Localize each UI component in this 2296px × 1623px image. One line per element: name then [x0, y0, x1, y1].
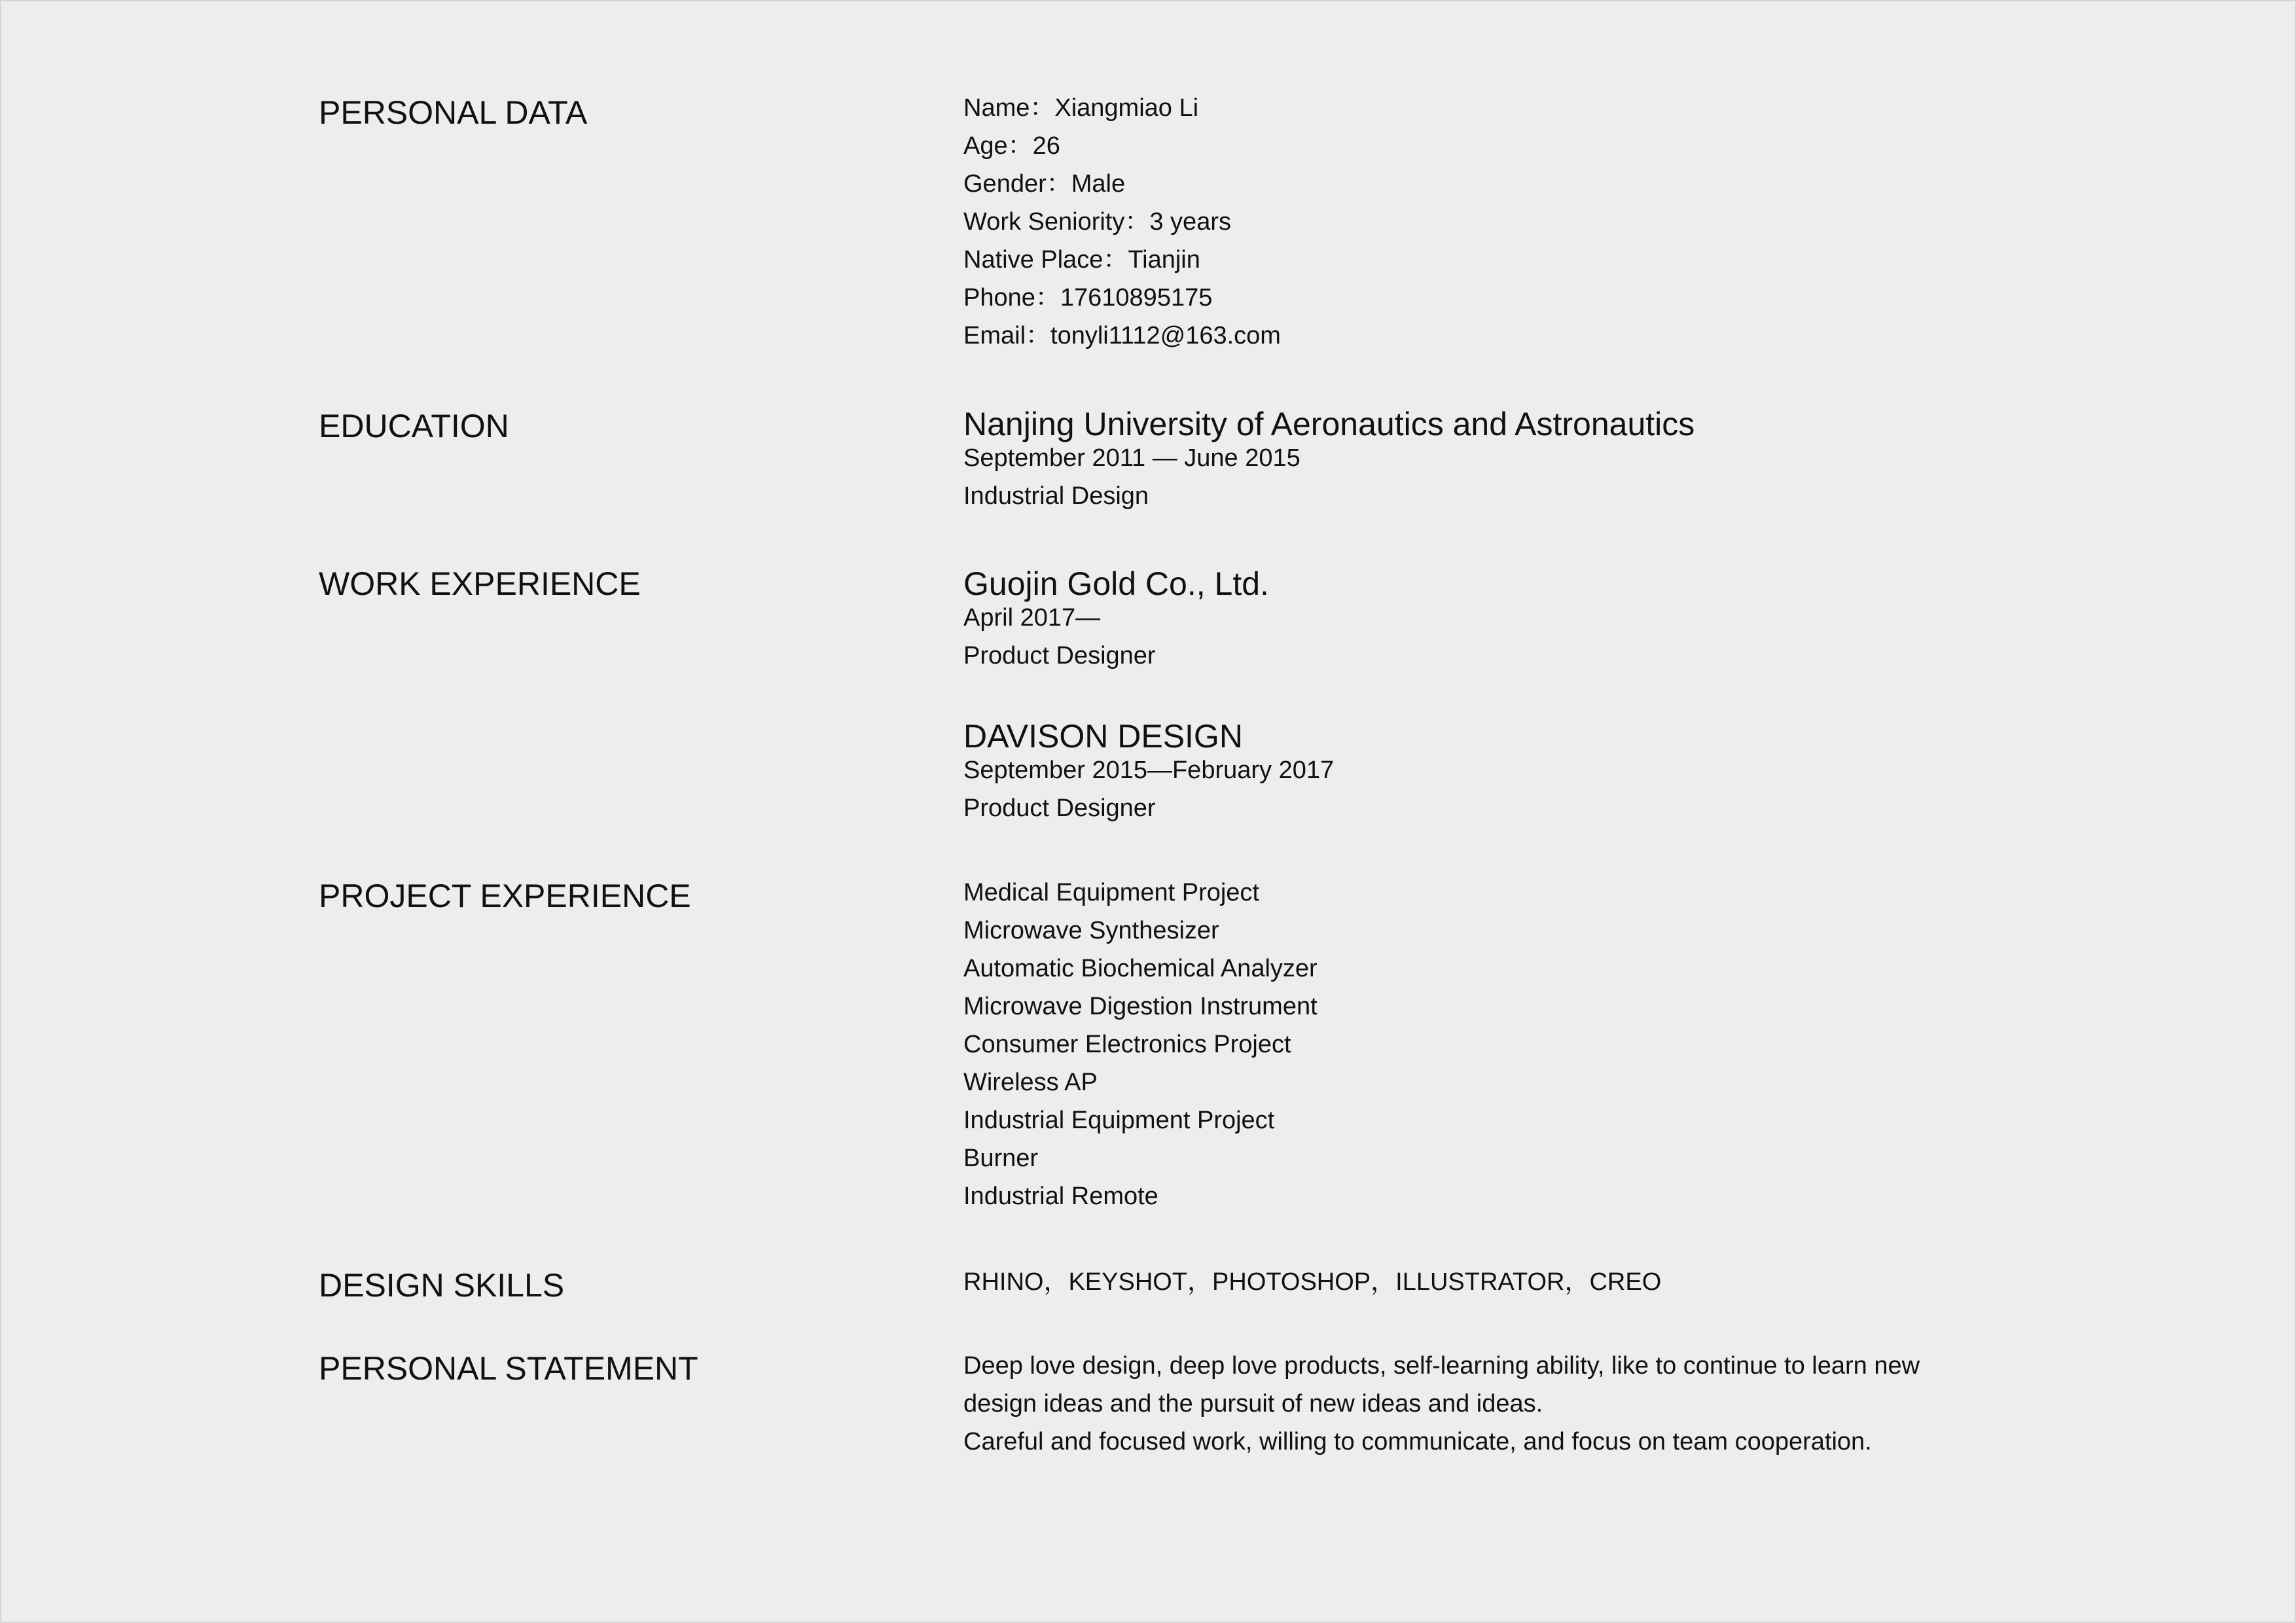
project-item: Microwave Digestion Instrument: [963, 993, 1318, 1020]
job-entry: [963, 717, 1334, 827]
education-period: September 2011 — June 2015: [963, 444, 1300, 472]
gender-line: Gender：Male: [963, 170, 1126, 198]
education-heading: EDUCATION: [319, 408, 509, 444]
design-skills-list: [963, 1263, 1661, 1301]
job-period: April 2017—: [963, 604, 1101, 632]
job-role: Product Designer: [963, 642, 1156, 669]
project-item: Medical Equipment Project: [963, 879, 1259, 906]
job-role: Product Designer: [963, 794, 1156, 822]
skills-text: RHINO，KEYSHOT，PHOTOSHOP，ILLUSTRATOR，CREO: [963, 1268, 1662, 1296]
project-item: Industrial Remote: [963, 1183, 1158, 1210]
phone-line: Phone：17610895175: [963, 284, 1213, 312]
project-item: Industrial Equipment Project: [963, 1107, 1275, 1134]
seniority-line: Work Seniority：3 years: [963, 208, 1231, 236]
personal-statement-text: [963, 1347, 1920, 1461]
personal-statement-heading: PERSONAL STATEMENT: [319, 1350, 698, 1387]
personal-data-heading: PERSONAL DATA: [319, 94, 588, 131]
project-item: Burner: [963, 1145, 1039, 1172]
design-skills-heading: DESIGN SKILLS: [319, 1267, 565, 1304]
school-name: Nanjing University of Aeronautics and Astronautics: [963, 406, 1695, 442]
education-major: Industrial Design: [963, 482, 1149, 510]
project-experience-heading: PROJECT EXPERIENCE: [319, 878, 691, 914]
age-line: Age：26: [963, 132, 1060, 160]
job-period: September 2015—February 2017: [963, 757, 1335, 784]
project-item: Wireless AP: [963, 1069, 1098, 1096]
work-experience-heading: WORK EXPERIENCE: [319, 565, 641, 602]
native-place-line: Native Place：Tianjin: [963, 246, 1200, 274]
statement-line: Deep love design, deep love products, self-learning ability, like to continue to learn new: [963, 1352, 1920, 1380]
project-list: [963, 874, 1318, 1215]
job-entry: [963, 565, 1269, 675]
education-entry: [963, 405, 1695, 515]
email-line: Email：tonyli1112@163.com: [963, 322, 1281, 349]
project-item: Microwave Synthesizer: [963, 917, 1219, 944]
project-item: Consumer Electronics Project: [963, 1031, 1291, 1058]
name-line: Name：Xiangmiao Li: [963, 94, 1199, 122]
job-company: DAVISON DESIGN: [963, 718, 1243, 755]
personal-data-list: [963, 89, 1281, 355]
statement-line: Careful and focused work, willing to communicate, and focus on team cooperation.: [963, 1428, 1872, 1455]
project-item: Automatic Biochemical Analyzer: [963, 955, 1318, 982]
job-company: Guojin Gold Co., Ltd.: [963, 565, 1269, 602]
statement-line: design ideas and the pursuit of new ideas and ideas.: [963, 1390, 1543, 1418]
